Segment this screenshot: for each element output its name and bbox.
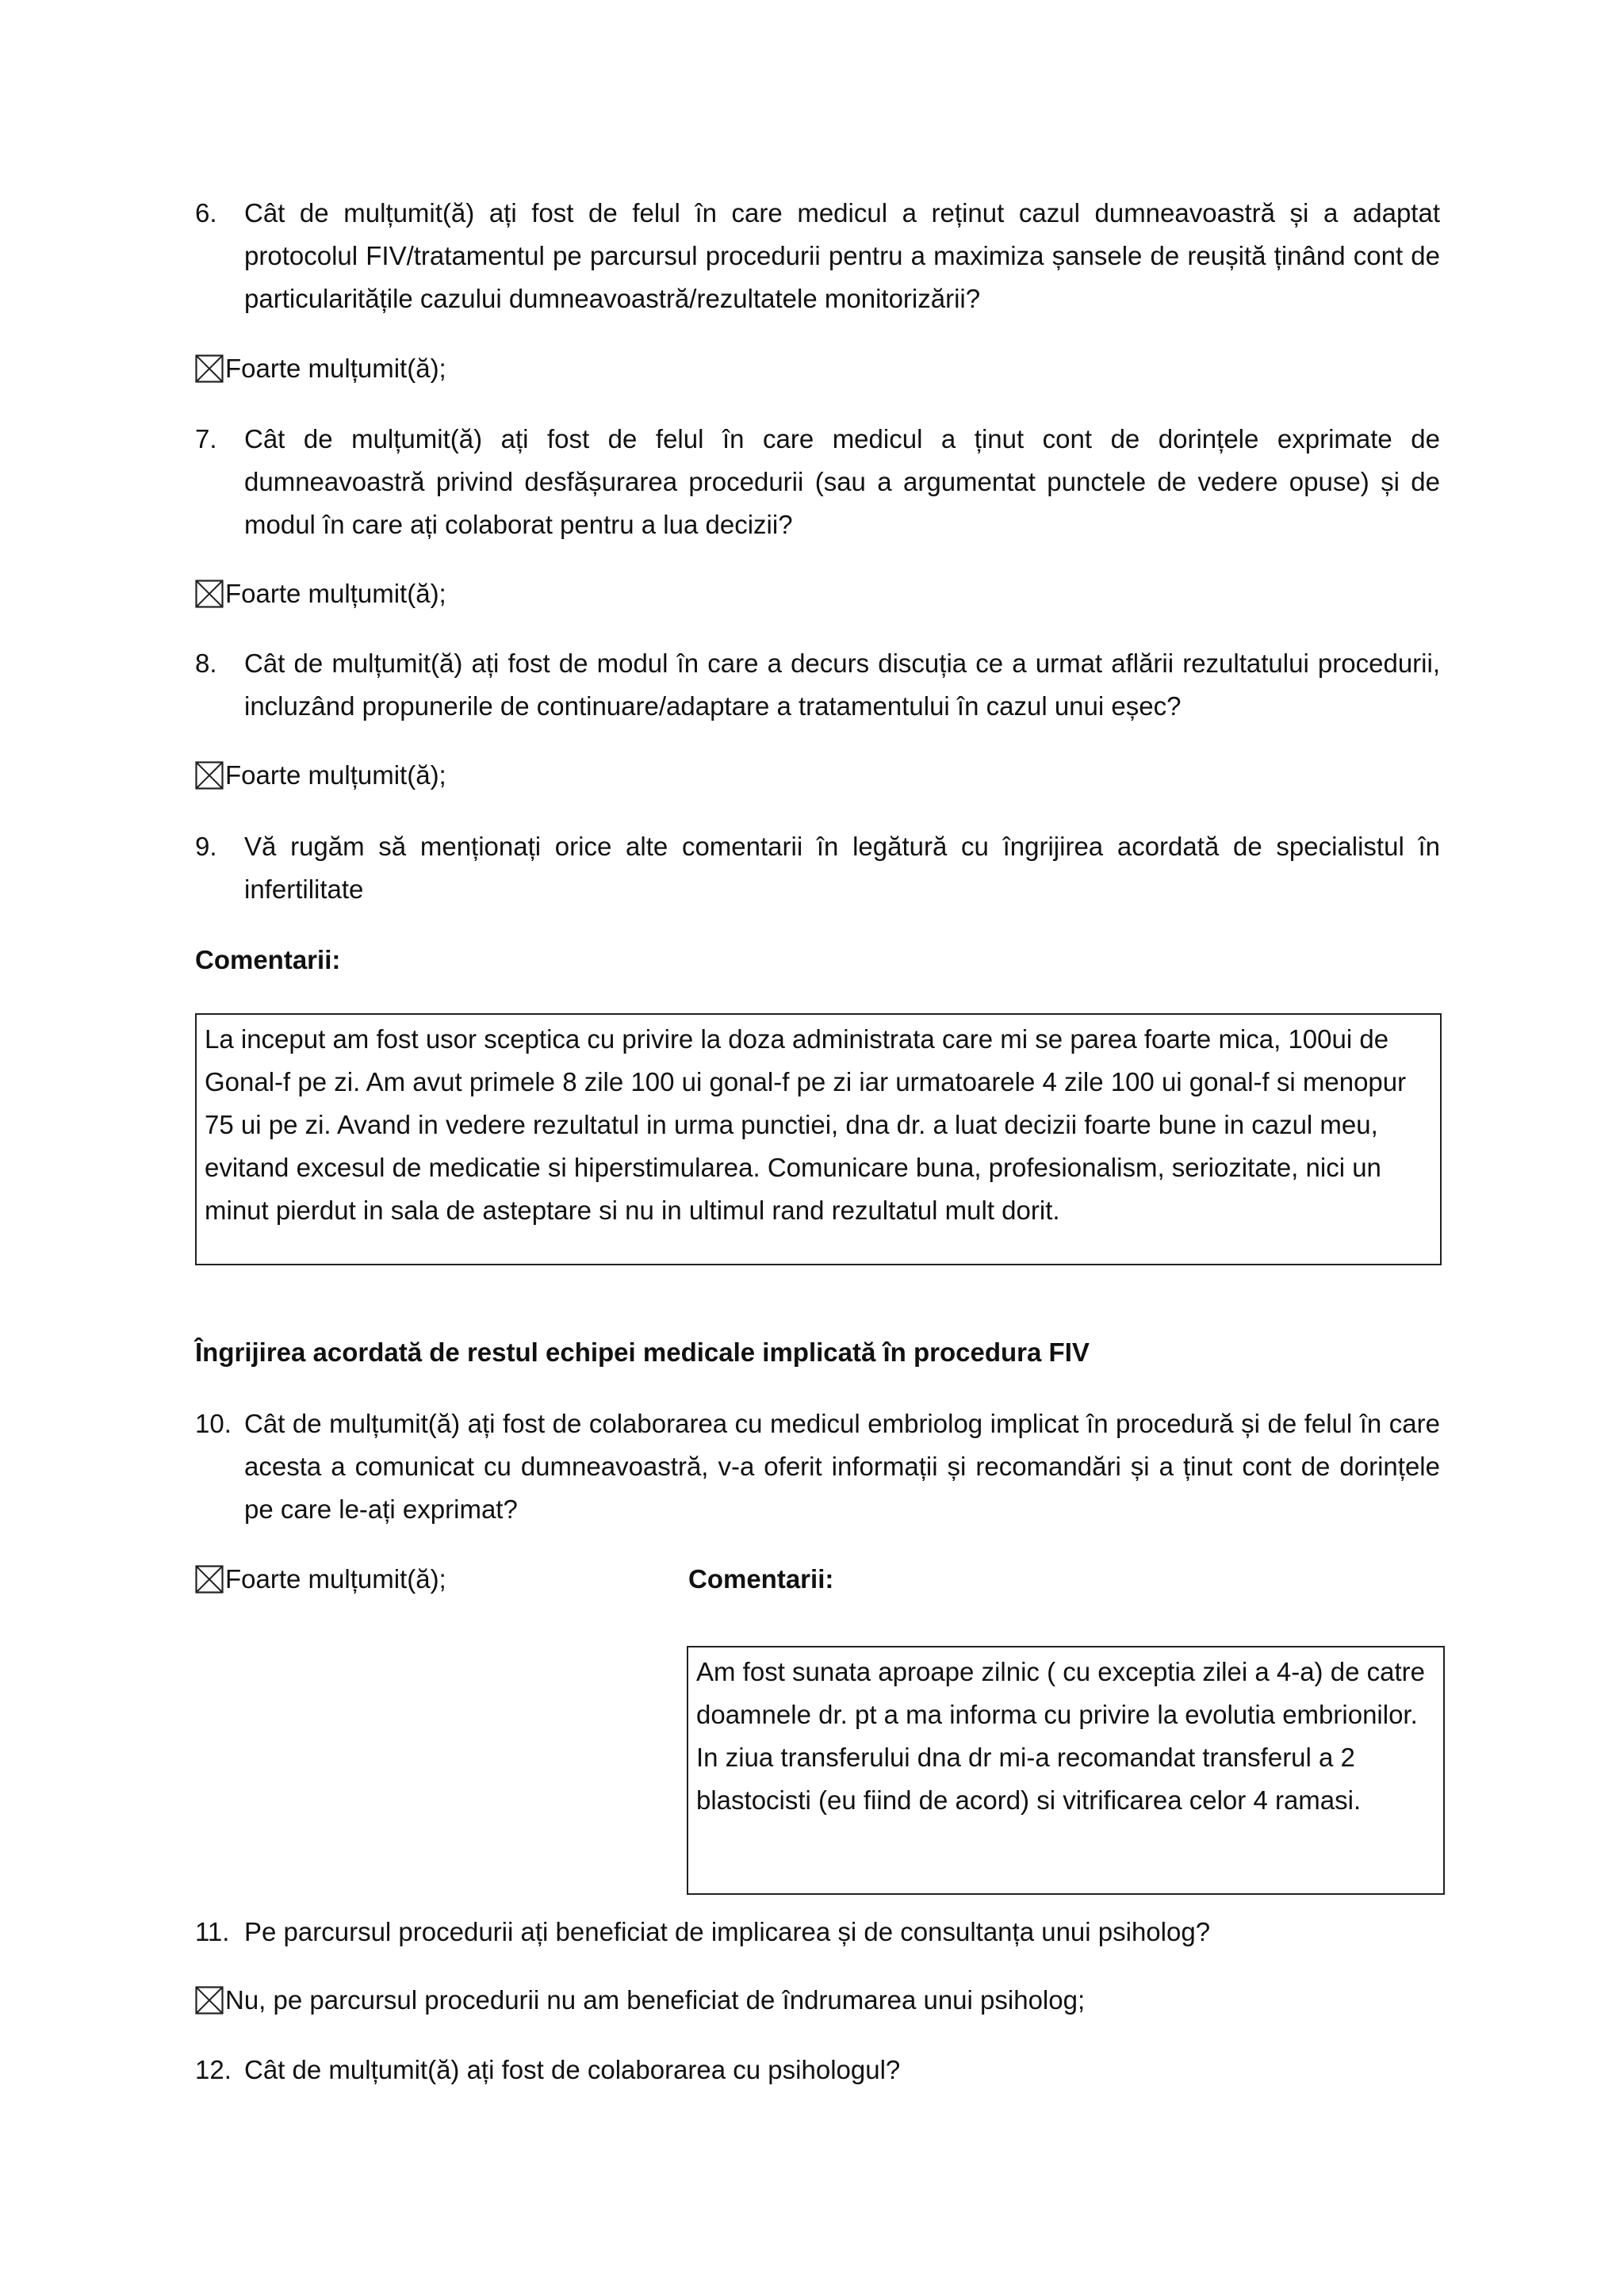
checked-box-icon[interactable] (195, 580, 224, 608)
answer-label: Foarte mulțumit(ă); (225, 1564, 446, 1594)
answer-label: Foarte mulțumit(ă); (225, 760, 446, 790)
section-heading: Îngrijirea acordată de restul echipei medicale implicată în procedura FIV (195, 1337, 1090, 1367)
answer-6[interactable] (195, 350, 446, 387)
question-number: 9. (195, 832, 217, 861)
question-text: Pe parcursul procedurii ați beneficiat de implicarea și de consultanța unui psiholog? (244, 1917, 1211, 1946)
question-8 (195, 642, 1440, 728)
checked-box-icon[interactable] (195, 1986, 224, 2015)
checked-box-icon[interactable] (195, 1565, 224, 1594)
answer-label: Foarte mulțumit(ă); (225, 579, 446, 608)
question-text: Cât de mulțumit(ă) ați fost de modul în care a decurs discuția ce a urmat aflării rezultatului procedurii, incluzând propunerile de continuare/adaptare a tratamentului în cazul unui eșec? (244, 649, 1440, 721)
comments-label-9: Comentarii: (195, 945, 341, 974)
checked-box-icon[interactable] (195, 761, 224, 790)
comments-box-9[interactable] (195, 1013, 1442, 1265)
question-text: Cât de mulțumit(ă) ați fost de colaborarea cu psihologul? (244, 2055, 901, 2084)
answer-8[interactable] (195, 757, 446, 794)
answer-7[interactable] (195, 576, 446, 612)
question-text: Cât de mulțumit(ă) ați fost de felul în care medicul a ținut cont de dorințele exprimate de dumneavoastră privind desfășurarea procedurii (sau a argumentat punctele de vedere opuse) și de modul în care ați colaborat pentru a lua decizii? (244, 424, 1440, 539)
question-10 (195, 1402, 1440, 1531)
question-number: 12. (195, 2055, 232, 2084)
question-12 (195, 2049, 1440, 2091)
question-number: 10. (195, 1409, 232, 1438)
question-number: 7. (195, 424, 217, 453)
answer-label: Nu, pe parcursul procedurii nu am beneficiat de îndrumarea unui psiholog; (225, 1985, 1086, 2015)
checked-box-icon[interactable] (195, 354, 224, 383)
comments-label-10: Comentarii: (688, 1564, 834, 1594)
answer-label: Foarte mulțumit(ă); (225, 354, 446, 383)
answer-10[interactable] (195, 1561, 446, 1598)
answer-11[interactable] (195, 1982, 1085, 2019)
question-text: Cât de mulțumit(ă) ați fost de colaborarea cu medicul embriolog implicat în procedură și de felul în care acesta a comunicat cu dumneavoastră, v-a oferit informații și recomandări și a ținut cont de dorințele pe care le-ați exprimat? (244, 1409, 1440, 1524)
comments-text: Am fost sunata aproape zilnic ( cu exceptia zilei a 4-a) de catre doamnele dr. pt a ma informa cu privire la evolutia embrionilor. In ziua transferului dna dr mi-a recomandat transferul a 2 blastocisti (eu fiind de acord) si vitrificarea celor 4 ramasi. (696, 1657, 1425, 1815)
comments-box-10[interactable] (687, 1646, 1445, 1895)
question-number: 6. (195, 198, 217, 228)
comments-text: La inceput am fost usor sceptica cu privire la doza administrata care mi se parea foarte mica, 100ui de Gonal-f pe zi. Am avut primele 8 zile 100 ui gonal-f pe zi iar urmatoarele 4 zile 100 ui gonal-f si menopur 75 ui pe zi. Avand in vedere rezultatul in urma punctiei, dna dr. a luat decizii foarte bune in cazul meu, evitand excesul de medicatie si hiperstimularea. Comunicare buna, profesionalism, seriozitate, nici un minut pierdut in sala de asteptare si nu in ultimul rand rezultatul mult dorit. (205, 1024, 1407, 1225)
question-6 (195, 192, 1440, 320)
question-number: 8. (195, 649, 217, 678)
question-11 (195, 1911, 1440, 1954)
question-9 (195, 825, 1440, 911)
question-7 (195, 418, 1440, 546)
question-text: Cât de mulțumit(ă) ați fost de felul în care medicul a reținut cazul dumneavoastră și a adaptat protocolul FIV/tratamentul pe parcursul procedurii pentru a maximiza șansele de reușită ținând cont de particularitățile cazului dumneavoastră/rezultatele monitorizării? (244, 198, 1440, 313)
question-text: Vă rugăm să menționați orice alte comentarii în legătură cu îngrijirea acordată de specialistul în infertilitate (244, 832, 1440, 904)
question-number: 11. (195, 1917, 230, 1946)
